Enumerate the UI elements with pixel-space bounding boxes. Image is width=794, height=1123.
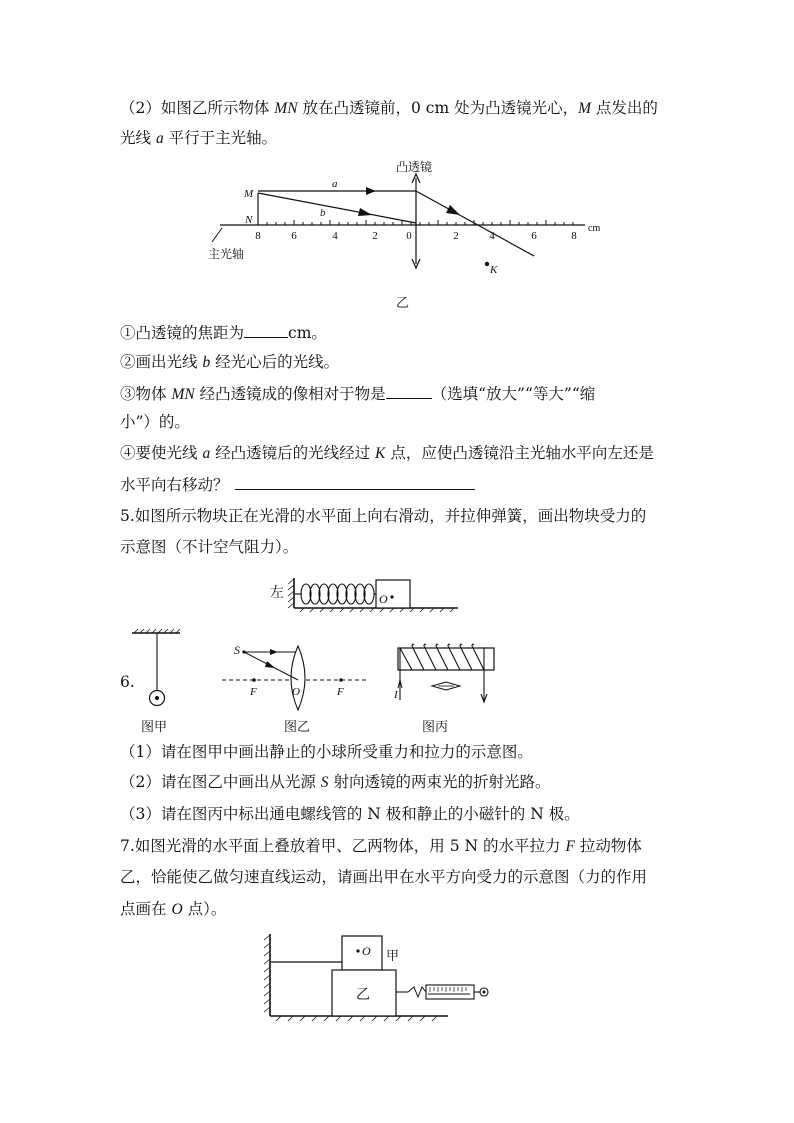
focus-right-label: F xyxy=(337,686,344,698)
lens-source-figure xyxy=(220,640,370,710)
caption-yi: 图乙 xyxy=(284,720,311,735)
q7-line1: 7.如图光滑的水平面上叠放着甲、乙两物体，用 5 N 的水平拉力 F 拉动物体 xyxy=(120,837,642,855)
current-label: I xyxy=(394,689,398,701)
point-k-label: K xyxy=(490,264,498,276)
spring-block-figure xyxy=(266,570,466,612)
q6-p2: （2）请在图乙中画出从光源 S 射向透镜的两束光的折射光路。 xyxy=(120,773,551,791)
tick-label: 4 xyxy=(332,230,338,242)
focus-left-label: F xyxy=(250,686,257,698)
figure-caption-yi: 乙 xyxy=(396,296,410,311)
lens-figure xyxy=(200,158,620,308)
tick-label: 4 xyxy=(489,230,495,242)
answer-blank[interactable] xyxy=(386,383,432,399)
q4-part2-line1: （2）如图乙所示物体 MN 放在凸透镜前，0 cm 处为凸透镜光心，M 点发出的 xyxy=(120,99,658,117)
tick-label: 6 xyxy=(531,230,537,242)
q4-sub3-cont: 小”）的。 xyxy=(120,413,190,431)
tick-label: 8 xyxy=(255,230,261,242)
tick-label: 2 xyxy=(453,230,459,242)
q4-part2-line2: 光线 a 平行于主光轴。 xyxy=(120,129,278,147)
answer-blank[interactable] xyxy=(235,474,475,490)
block-jia-label: 甲 xyxy=(386,949,400,964)
q4-sub2: ②画出光线 b 经光心后的光线。 xyxy=(120,353,340,371)
q6-p1: （1）请在图甲中画出静止的小球所受重力和拉力的示意图。 xyxy=(120,743,533,761)
tick-label: 8 xyxy=(571,230,577,242)
block-yi-label: 乙 xyxy=(356,987,370,1003)
point-m-label: M xyxy=(244,188,254,200)
left-label: 左 xyxy=(270,585,284,601)
point-o-label: O xyxy=(362,944,371,958)
q4-sub4-cont: 水平向右移动？ xyxy=(120,474,475,495)
tick-label: 6 xyxy=(291,230,297,242)
optical-center-label: O xyxy=(292,686,300,698)
point-k xyxy=(485,262,489,266)
q6-p3: （3）请在图丙中标出通电螺线管的 N 极和静止的小磁针的 N 极。 xyxy=(120,805,580,823)
q7-line2: 乙，恰能使乙做匀速直线运动，请画出甲在水平方向受力的示意图（力的作用 xyxy=(120,868,648,886)
q4-sub3: ③物体 MN 经凸透镜成的像相对于物是 （选填“放大”“等大”“缩 xyxy=(120,385,596,403)
caption-jia: 图甲 xyxy=(141,720,168,735)
point-s-label: S xyxy=(234,643,240,657)
lens-label: 凸透镜 xyxy=(396,160,433,174)
tick-label: 0 xyxy=(406,230,412,242)
q4-sub1: ①凸透镜的焦距为 cm。 xyxy=(120,324,327,342)
solenoid-figure xyxy=(390,640,500,715)
caption-bing: 图丙 xyxy=(422,720,449,735)
point-n-label: N xyxy=(245,214,253,226)
tick-label: 2 xyxy=(372,230,378,242)
q5-line1: 5.如图所示物块正在光滑的水平面上向右滑动，并拉伸弹簧，画出物块受力的 xyxy=(120,507,647,525)
axis-unit: cm xyxy=(588,223,601,234)
pendulum-figure xyxy=(128,628,188,708)
refracted-ray-a xyxy=(416,191,534,256)
q6-number: 6. xyxy=(120,673,135,691)
ray-b xyxy=(258,193,416,223)
ray-b-label: b xyxy=(320,207,326,219)
answer-blank[interactable] xyxy=(244,322,288,338)
point-o-label: O xyxy=(379,592,388,606)
q5-line2: 示意图（不计空气阻力）。 xyxy=(120,538,299,556)
spring xyxy=(294,584,376,604)
ray-a-label: a xyxy=(332,178,338,190)
axis-label: 主光轴 xyxy=(208,247,245,261)
q4-sub4: ④要使光线 a 经凸透镜后的光线经过 K 点，应使凸透镜沿主光轴水平向左还是 xyxy=(120,444,654,462)
stacked-blocks-figure xyxy=(262,930,498,1022)
q7-line3: 点画在 O 点）。 xyxy=(120,900,227,918)
